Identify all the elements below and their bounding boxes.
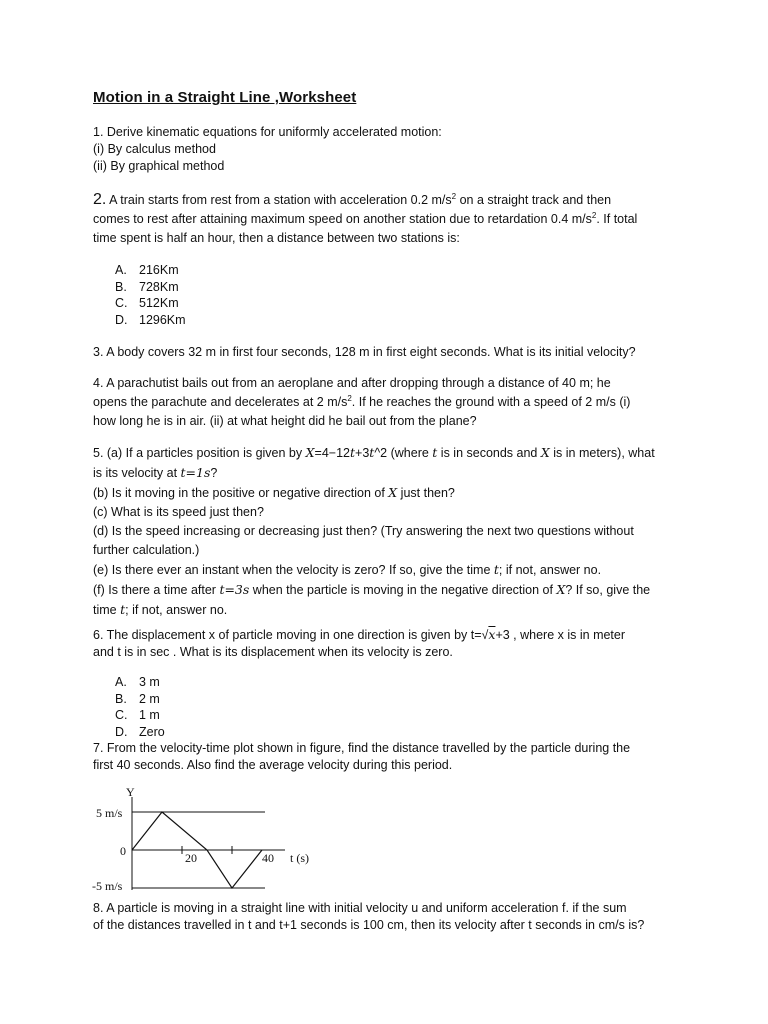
- option-text: 2 m: [139, 691, 160, 706]
- option-letter: C.: [115, 708, 128, 722]
- question-6-options: [115, 674, 165, 740]
- text: (e) Is there ever an instant when the velocity is zero? If so, give the time: [93, 563, 494, 577]
- option-b: [115, 279, 186, 296]
- text: ^2 (where: [374, 446, 433, 460]
- question-4-text-2b: . If he reaches the ground with a speed of 2 m/s (i): [351, 395, 631, 409]
- math-var: X: [556, 582, 566, 597]
- text: is in seconds and: [437, 446, 541, 460]
- math-var: t: [349, 445, 356, 460]
- question-2-line-2: [93, 210, 683, 229]
- math-var: t: [432, 445, 438, 460]
- question-5-part-a-cont: [93, 463, 683, 483]
- math-var: x: [488, 627, 496, 642]
- x-axis-label: t (s): [290, 851, 309, 865]
- question-5-part-b: [93, 483, 683, 503]
- question-2-line-3: time spent is half an hour, then a distance between two stations is:: [93, 231, 460, 245]
- text: when the particle is moving in the negative direction of: [249, 583, 557, 597]
- y-tick-bottom: -5 m/s: [92, 879, 123, 893]
- option-letter: D.: [115, 312, 128, 327]
- option-text: Zero: [139, 724, 165, 739]
- x-tick-label-40: 40: [262, 851, 274, 865]
- math-var: X: [540, 445, 550, 460]
- question-3-text: 3. A body covers 32 m in first four seconds, 128 m in first eight seconds. What is its initial velocity?: [93, 345, 636, 359]
- y-tick-top: 5 m/s: [96, 806, 123, 820]
- question-5: [93, 443, 683, 620]
- math-var: t: [493, 562, 499, 577]
- question-6: [93, 626, 683, 661]
- superscript: 2: [451, 192, 457, 201]
- question-5-part-f-cont: [93, 600, 683, 620]
- question-2-options: [115, 262, 186, 328]
- math-var: t=1s: [180, 465, 211, 480]
- y-tick-zero: 0: [120, 844, 126, 858]
- question-2-text-1b: on a straight track and then: [456, 193, 612, 207]
- option-text: 216Km: [139, 263, 179, 277]
- question-5-part-d: (d) Is the speed increasing or decreasing just then? (Try answering the next two questions without: [93, 524, 634, 538]
- question-2-text-1a: A train starts from rest from a station with acceleration 0.2 m/s: [109, 193, 452, 207]
- text: 5. (a) If a particles position is given by: [93, 446, 306, 460]
- superscript: 2: [591, 211, 597, 220]
- question-2-number: 2.: [93, 191, 107, 208]
- question-5-part-d-cont: further calculation.): [93, 543, 200, 557]
- option-d: [115, 312, 186, 329]
- question-8-line-2: of the distances travelled in t and t+1 seconds is 100 cm, then its velocity after t seconds in cm/s is?: [93, 918, 645, 932]
- question-6-line-2: and t is in sec . What is its displacement when its velocity is zero.: [93, 645, 453, 659]
- option-text: 512Km: [139, 296, 179, 310]
- option-text: 728Km: [139, 279, 179, 294]
- question-3: [93, 344, 683, 361]
- option-a: [115, 262, 186, 279]
- question-2-text-2a: comes to rest after attaining maximum speed on another station due to retardation 0.4 m/s: [93, 212, 592, 226]
- velocity-time-graph: [90, 784, 330, 894]
- option-text: 1296Km: [139, 312, 186, 327]
- y-axis-label: Y: [126, 785, 135, 799]
- text: (f) Is there a time after: [93, 583, 220, 597]
- text: ? If so, give the: [565, 583, 651, 597]
- page-title: Motion in a Straight Line ,Worksheet: [93, 89, 357, 106]
- question-6-line-1: [93, 626, 683, 644]
- option-letter: C.: [115, 296, 128, 310]
- option-d: [115, 724, 165, 741]
- text: time: [93, 603, 121, 617]
- question-7: [93, 740, 683, 774]
- option-letter: D.: [115, 724, 128, 739]
- math-var: t: [369, 445, 375, 460]
- question-1-text: 1. Derive kinematic equations for uniformly accelerated motion:: [93, 125, 442, 139]
- option-b: [115, 691, 165, 708]
- x-tick-label-20: 20: [185, 851, 197, 865]
- option-a: [115, 674, 165, 691]
- question-5-part-e: [93, 560, 683, 580]
- question-8-line-1: 8. A particle is moving in a straight line with initial velocity u and uniform acceleration f. if the sum: [93, 901, 627, 915]
- question-1-part-ii: (ii) By graphical method: [93, 159, 225, 173]
- option-text: 3 m: [139, 675, 160, 689]
- question-5-part-c: (c) What is its speed just then?: [93, 505, 264, 519]
- question-7-line-2: first 40 seconds. Also find the average velocity during this period.: [93, 758, 453, 772]
- math-var: X: [388, 485, 398, 500]
- superscript: 2: [347, 394, 352, 403]
- option-c: [115, 295, 186, 312]
- option-text: 1 m: [139, 708, 160, 722]
- text: just then?: [397, 486, 455, 500]
- question-5-part-f: [93, 580, 683, 600]
- text: ; if not, answer no.: [498, 563, 602, 577]
- question-7-line-1: 7. From the velocity-time plot shown in figure, find the distance travelled by the particle during the: [93, 741, 631, 755]
- question-1: [93, 124, 683, 175]
- math-var: t=3s: [219, 582, 250, 597]
- option-letter: A.: [115, 675, 127, 689]
- question-8: [93, 900, 683, 934]
- option-letter: B.: [115, 279, 127, 294]
- text: ; if not, answer no.: [125, 603, 228, 617]
- text: 6. The displacement x of particle moving in one direction is given by t=√: [93, 628, 489, 642]
- question-1-part-i: (i) By calculus method: [93, 142, 216, 156]
- text: +3 , where x is in meter: [495, 628, 626, 642]
- question-2-text-2b: . If total: [596, 212, 638, 226]
- question-4: [93, 374, 683, 431]
- text: ?: [210, 466, 218, 480]
- option-letter: B.: [115, 691, 127, 706]
- text: =4−12: [314, 446, 350, 460]
- math-var: t: [120, 602, 126, 617]
- question-4-line-2: [93, 393, 683, 412]
- text: +3: [355, 446, 370, 460]
- question-4-line-3: how long he is in air. (ii) at what height did he bail out from the plane?: [93, 414, 477, 428]
- math-var: X: [305, 445, 315, 460]
- question-4-line-1: 4. A parachutist bails out from an aeroplane and after dropping through a distance of 40 m; he: [93, 376, 611, 390]
- question-5-part-a: [93, 443, 683, 463]
- question-4-text-2a: opens the parachute and decelerates at 2 m/s: [93, 395, 348, 409]
- question-2-line-1: [93, 190, 683, 210]
- question-2: [93, 190, 683, 248]
- option-c: [115, 707, 165, 724]
- option-letter: A.: [115, 263, 127, 277]
- text: is its velocity at: [93, 466, 181, 480]
- text: (b) Is it moving in the positive or negative direction of: [93, 486, 389, 500]
- text: is in meters), what: [549, 446, 655, 460]
